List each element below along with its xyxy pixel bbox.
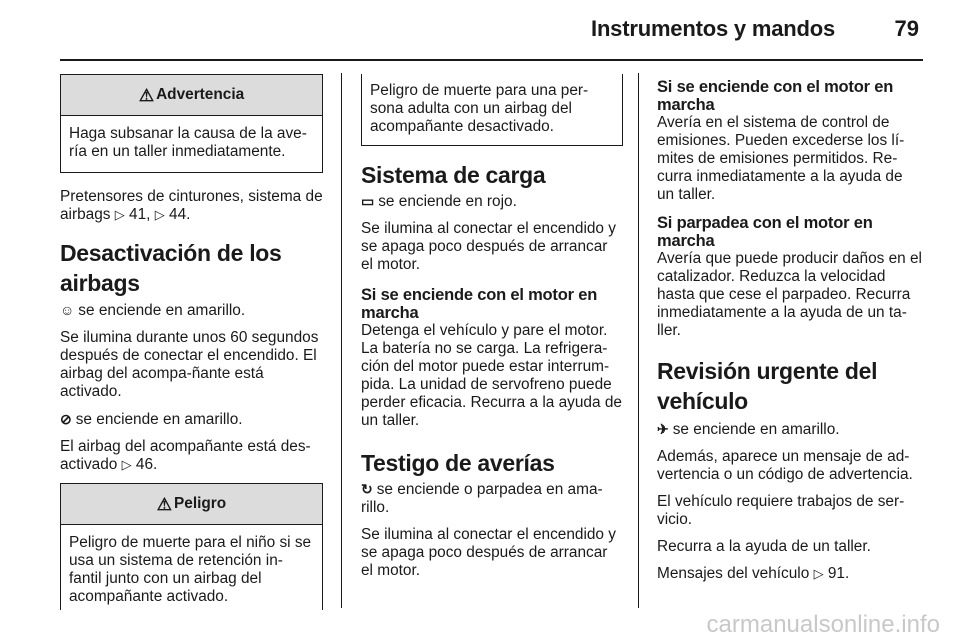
heading-carga-motor-marcha: Si se enciende con el motor en marcha <box>361 286 598 322</box>
engine-icon: ↻ <box>361 481 373 497</box>
paragraph-requiere: El vehículo requiere trabajos de ser-vicio. <box>657 493 905 528</box>
heading-revision-urgente: Revisión urgente del vehículo <box>657 358 878 414</box>
page-ref-46[interactable]: 46. <box>135 456 158 473</box>
paragraph-averias-parpadea: ↻ se enciende o parpadea en ama-rillo. <box>361 481 603 516</box>
airbag-on-icon: ☺ <box>60 302 75 318</box>
page-ref-44[interactable]: 44. <box>169 206 191 223</box>
paragraph-ilumina-averias: Se ilumina al conectar el encendido y se apaga poco después de arrancar el motor. <box>361 526 616 579</box>
column-divider-2 <box>638 73 639 608</box>
danger-triangle-icon: ⚠ <box>156 494 173 514</box>
danger-box <box>60 483 323 610</box>
reference-arrow-icon: ▷ <box>154 207 165 222</box>
reference-arrow-icon: ▷ <box>813 566 824 581</box>
paragraph-ademas: Además, aparece un mensaje de ad-vertencia o un código de advertencia. <box>657 448 913 483</box>
danger-box-header <box>61 484 322 525</box>
battery-icon: ▭ <box>361 193 375 209</box>
warning-box-text: Haga subsanar la causa de la ave-ría en un taller inmediatamente. <box>69 125 307 160</box>
paragraph-airbag-on: ☺ se enciende en amarillo. <box>60 302 246 319</box>
warning-triangle-icon: ⚠ <box>138 85 155 105</box>
warning-box <box>60 74 323 173</box>
paragraph-averia-sistema: Avería en el sistema de control de emisiones. Pueden excederse los lí-mites de emisiones permitidos. Re-curra inmediatamente a la ayuda de un taller. <box>657 114 905 203</box>
warning-box-header <box>61 75 322 116</box>
heading-testigo-averias: Testigo de averías <box>361 450 555 476</box>
heading-desactivacion-airbags: Desactivación de los airbags <box>60 240 282 296</box>
paragraph-recurra: Recurra a la ayuda de un taller. <box>657 538 871 555</box>
heading-parpadea-motor-marcha: Si parpadea con el motor en marcha <box>657 214 873 250</box>
column-1 <box>60 74 323 610</box>
watermark: carmanualsonline.info <box>706 611 940 638</box>
paragraph-desactivado: El airbag del acompañante está des-activado ▷ 46. <box>60 438 311 473</box>
paragraph-carga-rojo: ▭ se enciende en rojo. <box>361 193 517 210</box>
paragraph-mensajes: Mensajes del vehículo ▷ 91. <box>657 565 850 582</box>
paragraph-detenga: Detenga el vehículo y pare el motor. La batería no se carga. La refrigera-ción del motor puede estar interrum-pida. La unidad de servofreno puede perder eficacia. Recurra a la ayuda de un taller. <box>361 322 622 429</box>
paragraph-pretensores: Pretensores de cinturones, sistema de airbags ▷ 41, ▷ 44. <box>60 188 323 223</box>
column-3 <box>657 78 922 592</box>
continued-danger-text: Peligro de muerte para una per-sona adulta con un airbag del acompañante desactivado. <box>370 82 589 135</box>
heading-enciende-motor-marcha: Si se enciende con el motor en marcha <box>657 78 894 114</box>
heading-sistema-carga: Sistema de carga <box>361 162 546 188</box>
page-header-title: Instrumentos y mandos <box>591 16 835 41</box>
paragraph-revision-amarillo: ✈ se enciende en amarillo. <box>657 421 840 438</box>
danger-box-text: Peligro de muerte para el niño si se usa un sistema de retención in-fantil junto con un airbag del acompañante activado. <box>69 534 312 605</box>
paragraph-averia-danos: Avería que puede producir daños en el catalizador. Reduzca la velocidad hasta que cese el parpadeo. Recurra inmediatamente a la ayuda de un ta-ller. <box>657 250 922 339</box>
continued-danger-box <box>361 74 623 146</box>
danger-box-title: Peligro <box>174 495 227 512</box>
column-divider-1 <box>341 73 342 608</box>
paragraph-airbag-off: ⊘ se enciende en amarillo. <box>60 411 243 428</box>
page-number: 79 <box>894 16 919 41</box>
paragraph-ilumina-60s: Se ilumina durante unos 60 segundos después de conectar el encendido. El airbag del acompa-ñante está activado. <box>60 329 319 400</box>
column-2 <box>361 74 623 589</box>
paragraph-ilumina-carga: Se ilumina al conectar el encendido y se apaga poco después de arrancar el motor. <box>361 220 616 273</box>
header-rule <box>60 59 923 61</box>
airbag-off-icon: ⊘ <box>60 411 72 427</box>
warning-box-title: Advertencia <box>156 86 245 103</box>
page-ref-41[interactable]: 41, <box>129 206 151 223</box>
reference-arrow-icon: ▷ <box>121 457 132 472</box>
wrench-car-icon: ✈ <box>657 421 669 437</box>
reference-arrow-icon: ▷ <box>114 207 125 222</box>
page-ref-91[interactable]: 91. <box>827 565 850 582</box>
